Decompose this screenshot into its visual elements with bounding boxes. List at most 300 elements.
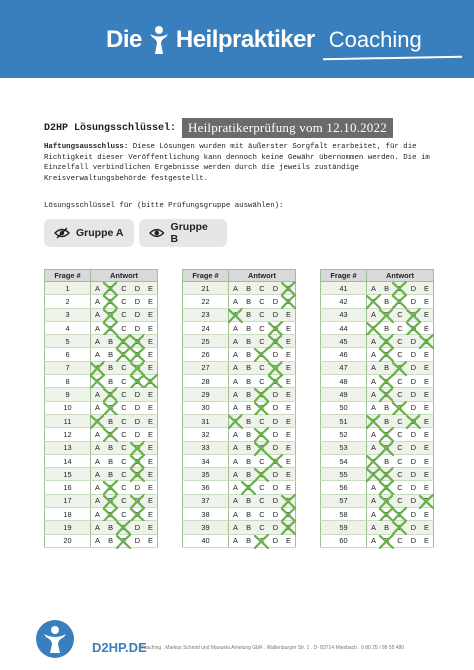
answer-row xyxy=(321,282,434,295)
answer-option xyxy=(229,414,242,427)
option-letter: A xyxy=(232,509,238,519)
answer-option xyxy=(242,388,255,401)
answer-option xyxy=(131,521,144,534)
option-letter: D xyxy=(134,323,141,333)
answer-row xyxy=(321,454,434,467)
answer-option xyxy=(242,508,255,521)
answer-option xyxy=(117,282,130,295)
option-letter: D xyxy=(272,509,279,519)
answer-option xyxy=(420,388,433,401)
option-letter: B xyxy=(246,456,252,466)
answer-option xyxy=(131,428,144,441)
option-letter: E xyxy=(286,509,291,519)
answer-option xyxy=(131,388,144,401)
option-letter: A xyxy=(370,522,376,532)
answer-option xyxy=(420,282,433,295)
option-letter: E xyxy=(286,390,291,400)
option-letter: D xyxy=(272,310,279,320)
eye-slash-icon xyxy=(54,227,70,239)
option-letter: A xyxy=(232,469,238,479)
answer-option xyxy=(229,282,242,295)
answer-option xyxy=(131,295,144,308)
option-letter: C xyxy=(259,536,265,546)
answer-row xyxy=(45,441,158,454)
answer-option xyxy=(407,468,420,481)
option-letter: E xyxy=(424,509,429,519)
option-letter: D xyxy=(134,509,141,519)
disclaimer xyxy=(44,142,434,184)
option-letter: C xyxy=(121,443,127,453)
answer-option xyxy=(393,335,406,348)
option-letter: C xyxy=(121,283,127,293)
answer-option xyxy=(269,481,282,494)
answer-option xyxy=(393,321,406,334)
option-letter: E xyxy=(148,483,153,493)
option-letter: C xyxy=(259,310,265,320)
group-a-button[interactable] xyxy=(44,219,134,247)
option-letter: D xyxy=(410,296,417,306)
answer-option xyxy=(144,308,157,321)
option-letter: D xyxy=(134,363,141,373)
answer-option xyxy=(282,335,295,348)
option-letter: D xyxy=(272,376,279,386)
answer-option xyxy=(117,335,130,348)
answer-option xyxy=(420,308,433,321)
answer-option xyxy=(367,361,380,374)
option-letter: D xyxy=(272,363,279,373)
answer-option xyxy=(131,468,144,481)
answer-option xyxy=(420,375,433,388)
option-letter: E xyxy=(286,496,291,506)
option-letter: D xyxy=(272,536,279,546)
option-letter: C xyxy=(259,522,265,532)
option-letter: E xyxy=(148,363,153,373)
answer-option xyxy=(117,494,130,507)
question-number: 4 xyxy=(45,321,91,334)
answer-option xyxy=(282,348,295,361)
option-letter: B xyxy=(384,536,390,546)
answer-option xyxy=(229,348,242,361)
answer-option xyxy=(131,375,144,388)
answer-option xyxy=(144,414,157,427)
option-letter: C xyxy=(121,296,127,306)
answer-option xyxy=(131,282,144,295)
answer-option xyxy=(367,508,380,521)
answer-option xyxy=(255,335,268,348)
question-number: 42 xyxy=(321,295,367,308)
answer-option xyxy=(282,401,295,414)
option-letter: A xyxy=(94,509,100,519)
footer-brand[interactable]: D2HP.DE xyxy=(92,640,147,655)
option-letter: A xyxy=(232,390,238,400)
option-letter: C xyxy=(259,350,265,360)
answer-option xyxy=(229,401,242,414)
answer-option xyxy=(104,321,117,334)
option-letter: B xyxy=(108,483,114,493)
question-number: 57 xyxy=(321,494,367,507)
option-letter: C xyxy=(397,310,403,320)
option-letter: D xyxy=(410,350,417,360)
answer-row xyxy=(183,361,296,374)
option-letter: B xyxy=(108,403,114,413)
answer-option xyxy=(91,295,104,308)
answer-option xyxy=(393,454,406,467)
option-letter: A xyxy=(94,416,100,426)
option-letter: D xyxy=(134,416,141,426)
answer-table-3 xyxy=(320,269,434,548)
answer-row xyxy=(183,375,296,388)
option-letter: A xyxy=(232,323,238,333)
option-letter: B xyxy=(246,323,252,333)
answer-option xyxy=(393,534,406,547)
answer-option xyxy=(282,308,295,321)
option-letter: C xyxy=(397,443,403,453)
option-letter: B xyxy=(108,522,114,532)
answer-option xyxy=(91,494,104,507)
option-letter: C xyxy=(397,522,403,532)
option-letter: B xyxy=(108,296,114,306)
answer-option xyxy=(367,441,380,454)
answer-option xyxy=(144,388,157,401)
answer-row xyxy=(45,361,158,374)
answer-option xyxy=(242,282,255,295)
question-number: 13 xyxy=(45,441,91,454)
answer-option xyxy=(393,521,406,534)
option-letter: E xyxy=(286,336,291,346)
answer-option xyxy=(393,308,406,321)
question-number: 35 xyxy=(183,468,229,481)
answer-option xyxy=(229,534,242,547)
question-number: 27 xyxy=(183,361,229,374)
option-letter: D xyxy=(134,390,141,400)
answer-option xyxy=(420,321,433,334)
answer-option xyxy=(420,454,433,467)
answer-option xyxy=(367,401,380,414)
answer-option xyxy=(242,454,255,467)
option-letter: B xyxy=(246,363,252,373)
answer-row xyxy=(45,468,158,481)
answer-option xyxy=(255,494,268,507)
option-letter: E xyxy=(424,483,429,493)
answer-option xyxy=(407,375,420,388)
option-letter: E xyxy=(148,469,153,479)
answer-option xyxy=(104,335,117,348)
answer-option xyxy=(144,454,157,467)
answer-option xyxy=(104,401,117,414)
answer-option xyxy=(393,401,406,414)
option-letter: B xyxy=(108,310,114,320)
option-letter: B xyxy=(246,536,252,546)
option-letter: A xyxy=(232,443,238,453)
question-number: 9 xyxy=(45,388,91,401)
option-letter: C xyxy=(397,403,403,413)
answer-option xyxy=(229,521,242,534)
answer-option xyxy=(242,494,255,507)
option-letter: D xyxy=(272,336,279,346)
answer-option xyxy=(255,414,268,427)
option-letter: A xyxy=(94,456,100,466)
option-letter: A xyxy=(232,310,238,320)
option-letter: C xyxy=(397,509,403,519)
footer-logo-icon xyxy=(36,620,74,658)
option-letter: A xyxy=(232,429,238,439)
answer-option xyxy=(282,441,295,454)
answer-option xyxy=(91,282,104,295)
option-letter: D xyxy=(272,390,279,400)
answer-row xyxy=(45,335,158,348)
answer-option xyxy=(367,494,380,507)
option-letter: E xyxy=(148,443,153,453)
answer-option xyxy=(255,468,268,481)
option-letter: B xyxy=(108,390,114,400)
option-letter: D xyxy=(410,336,417,346)
option-letter: C xyxy=(121,429,127,439)
answer-option xyxy=(380,321,393,334)
question-number: 51 xyxy=(321,414,367,427)
option-letter: A xyxy=(232,336,238,346)
question-number: 29 xyxy=(183,388,229,401)
col-header-question: Frage # xyxy=(45,270,91,282)
answer-option xyxy=(393,375,406,388)
answer-option xyxy=(117,534,130,547)
option-letter: D xyxy=(272,483,279,493)
option-letter: B xyxy=(246,390,252,400)
answer-row xyxy=(45,282,158,295)
option-letter: C xyxy=(397,416,403,426)
answer-option xyxy=(104,348,117,361)
answer-option xyxy=(229,481,242,494)
question-number: 19 xyxy=(45,521,91,534)
option-letter: E xyxy=(286,310,291,320)
option-letter: B xyxy=(384,496,390,506)
option-letter: C xyxy=(121,483,127,493)
answer-option xyxy=(117,468,130,481)
question-number: 45 xyxy=(321,335,367,348)
option-letter: C xyxy=(121,469,127,479)
answer-option xyxy=(255,308,268,321)
answer-option xyxy=(104,454,117,467)
question-number: 6 xyxy=(45,348,91,361)
answer-option xyxy=(91,401,104,414)
answer-option xyxy=(242,348,255,361)
answer-option xyxy=(91,428,104,441)
option-letter: E xyxy=(286,522,291,532)
answer-option xyxy=(229,508,242,521)
question-number: 8 xyxy=(45,375,91,388)
answer-option xyxy=(104,534,117,547)
answer-option xyxy=(282,534,295,547)
answer-option xyxy=(255,361,268,374)
answer-option xyxy=(117,441,130,454)
option-letter: C xyxy=(121,363,127,373)
option-letter: A xyxy=(232,496,238,506)
question-number: 31 xyxy=(183,414,229,427)
brand-underline xyxy=(323,56,462,60)
answer-option xyxy=(269,295,282,308)
answer-option xyxy=(229,441,242,454)
answer-option xyxy=(242,414,255,427)
option-letter: A xyxy=(94,536,100,546)
option-letter: A xyxy=(370,296,376,306)
answer-option xyxy=(282,414,295,427)
option-letter: E xyxy=(148,416,153,426)
answer-row xyxy=(45,428,158,441)
option-letter: A xyxy=(370,496,376,506)
answer-option xyxy=(131,441,144,454)
option-letter: B xyxy=(108,350,114,360)
option-letter: B xyxy=(108,456,114,466)
answer-option xyxy=(407,388,420,401)
option-letter: E xyxy=(286,323,291,333)
answer-option xyxy=(380,534,393,547)
answer-option xyxy=(104,428,117,441)
option-letter: B xyxy=(108,416,114,426)
answer-row xyxy=(321,335,434,348)
answer-option xyxy=(144,295,157,308)
answer-option xyxy=(282,454,295,467)
answer-row xyxy=(183,468,296,481)
group-b-button[interactable] xyxy=(139,219,227,247)
answer-option xyxy=(420,441,433,454)
answer-option xyxy=(91,308,104,321)
answer-option xyxy=(269,348,282,361)
option-letter: E xyxy=(424,390,429,400)
answer-option xyxy=(117,361,130,374)
option-letter: D xyxy=(410,496,417,506)
option-letter: D xyxy=(134,536,141,546)
question-number: 44 xyxy=(321,321,367,334)
option-letter: B xyxy=(384,336,390,346)
answer-option xyxy=(380,348,393,361)
answer-row xyxy=(183,521,296,534)
answer-option xyxy=(269,401,282,414)
option-letter: A xyxy=(370,509,376,519)
question-number: 26 xyxy=(183,348,229,361)
option-letter: D xyxy=(134,310,141,320)
option-letter: C xyxy=(397,390,403,400)
answer-option xyxy=(407,348,420,361)
option-letter: A xyxy=(370,283,376,293)
question-number: 40 xyxy=(183,534,229,547)
option-letter: A xyxy=(94,483,100,493)
answer-option xyxy=(269,521,282,534)
option-letter: A xyxy=(370,350,376,360)
question-number: 59 xyxy=(321,521,367,534)
question-number: 23 xyxy=(183,308,229,321)
answer-option xyxy=(255,295,268,308)
answer-option xyxy=(242,375,255,388)
title-prefix: D2HP Lösungsschlüssel: xyxy=(44,122,177,134)
answer-option xyxy=(255,521,268,534)
answer-option xyxy=(131,308,144,321)
disclaimer-label: Haftungsausschluss: xyxy=(44,143,129,151)
option-letter: B xyxy=(384,429,390,439)
option-letter: C xyxy=(397,323,403,333)
question-number: 25 xyxy=(183,335,229,348)
option-letter: C xyxy=(259,336,265,346)
brand-heilpraktiker: Heilpraktiker xyxy=(175,26,315,53)
option-letter: C xyxy=(259,456,265,466)
answer-option xyxy=(282,321,295,334)
option-letter: D xyxy=(410,283,417,293)
answer-option xyxy=(255,481,268,494)
exam-title: Heilpratikerprüfung vom 12.10.2022 xyxy=(182,118,393,138)
answer-row xyxy=(183,481,296,494)
eye-icon xyxy=(149,227,165,239)
question-number: 52 xyxy=(321,428,367,441)
answer-option xyxy=(420,414,433,427)
option-letter: E xyxy=(424,376,429,386)
answer-option xyxy=(242,534,255,547)
option-letter: E xyxy=(286,403,291,413)
option-letter: E xyxy=(286,416,291,426)
answer-row xyxy=(183,494,296,507)
answer-option xyxy=(144,401,157,414)
answer-option xyxy=(229,375,242,388)
option-letter: B xyxy=(246,522,252,532)
answer-option xyxy=(104,481,117,494)
answer-option xyxy=(407,308,420,321)
option-letter: D xyxy=(134,350,141,360)
option-letter: C xyxy=(121,350,127,360)
answer-option xyxy=(104,414,117,427)
option-letter: B xyxy=(246,509,252,519)
answer-option xyxy=(420,295,433,308)
answer-option xyxy=(255,508,268,521)
answer-option xyxy=(380,414,393,427)
answer-row xyxy=(183,335,296,348)
answer-option xyxy=(380,282,393,295)
option-letter: A xyxy=(370,363,376,373)
answer-option xyxy=(380,361,393,374)
option-letter: E xyxy=(424,323,429,333)
answer-option xyxy=(407,282,420,295)
answer-row xyxy=(321,468,434,481)
answer-option xyxy=(242,468,255,481)
answer-row xyxy=(183,348,296,361)
answer-option xyxy=(380,308,393,321)
option-letter: D xyxy=(134,296,141,306)
answer-option xyxy=(282,521,295,534)
answer-option xyxy=(407,428,420,441)
answer-row xyxy=(321,494,434,507)
option-letter: C xyxy=(121,403,127,413)
answer-option xyxy=(104,508,117,521)
option-letter: D xyxy=(410,390,417,400)
answer-option xyxy=(420,428,433,441)
option-letter: C xyxy=(259,429,265,439)
answer-option xyxy=(104,521,117,534)
answer-option xyxy=(117,454,130,467)
answer-option xyxy=(131,508,144,521)
option-letter: B xyxy=(108,443,114,453)
option-letter: A xyxy=(232,522,238,532)
answer-option xyxy=(229,335,242,348)
answer-option xyxy=(117,401,130,414)
option-letter: E xyxy=(424,296,429,306)
question-number: 37 xyxy=(183,494,229,507)
answer-row xyxy=(183,441,296,454)
answer-option xyxy=(420,534,433,547)
option-letter: D xyxy=(134,483,141,493)
option-letter: D xyxy=(410,536,417,546)
answer-row xyxy=(321,348,434,361)
answer-row xyxy=(45,454,158,467)
answer-option xyxy=(420,508,433,521)
question-number: 34 xyxy=(183,454,229,467)
option-letter: A xyxy=(370,323,376,333)
answer-option xyxy=(367,414,380,427)
